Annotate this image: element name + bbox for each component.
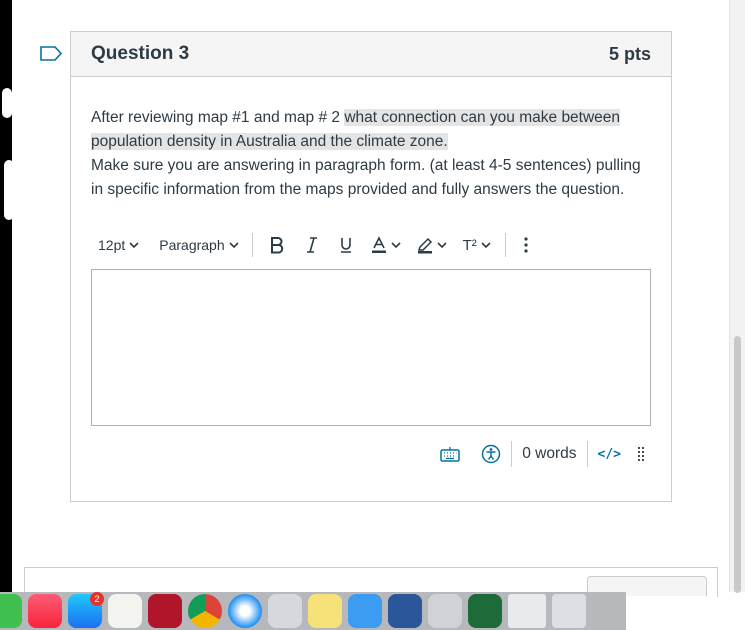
question-prompt	[91, 106, 651, 202]
highlighter-icon	[417, 236, 433, 254]
superscript-label: T²	[462, 236, 477, 254]
underline-button[interactable]	[329, 230, 363, 260]
chevron-down-icon	[391, 240, 401, 250]
html-editor-toggle[interactable]: </>	[597, 446, 621, 462]
photo-booth-app-icon[interactable]	[148, 594, 182, 628]
word-count[interactable]: 0 words	[522, 445, 577, 462]
text-color-icon	[371, 236, 387, 254]
bold-icon	[269, 236, 285, 254]
grapher-app-icon[interactable]	[468, 594, 502, 628]
underline-icon	[339, 236, 353, 254]
editor-status-bar	[91, 437, 651, 471]
text-color-button[interactable]	[363, 230, 409, 260]
chevron-down-icon	[129, 240, 139, 250]
prompt-highlighted-text: what connection can you make between population density in Australia and the climate zone.	[91, 109, 621, 150]
music-app-icon[interactable]	[28, 594, 62, 628]
editor-toolbar	[91, 230, 651, 260]
resize-handle[interactable]	[631, 439, 651, 469]
desktop-left-edge	[0, 0, 12, 630]
chrome-app-icon[interactable]	[188, 594, 222, 628]
messages-app-icon[interactable]	[0, 594, 22, 628]
question-title: Question 3	[91, 43, 190, 64]
document-viewer-app-icon[interactable]	[428, 594, 462, 628]
preview-app-icon[interactable]	[268, 594, 302, 628]
word-app-icon[interactable]	[388, 594, 422, 628]
xcode-app-icon[interactable]	[348, 594, 382, 628]
stickies-app-icon[interactable]	[308, 594, 342, 628]
browser-window-thumbnail-icon[interactable]	[508, 594, 546, 628]
keyboard-shortcuts-button[interactable]	[429, 439, 471, 469]
answer-editor[interactable]	[91, 269, 651, 426]
chevron-down-icon	[437, 240, 447, 250]
safari-app-icon[interactable]	[228, 594, 262, 628]
bookmark-flag-icon[interactable]	[40, 46, 62, 61]
notification-badge: 2	[90, 592, 104, 606]
prompt-text: After reviewing map #1 and map # 2	[91, 109, 345, 126]
question-points: 5 pts	[608, 43, 651, 64]
notes-app-icon[interactable]	[108, 594, 142, 628]
accessibility-icon	[481, 444, 501, 464]
accessibility-checker-button[interactable]	[471, 439, 511, 469]
bold-button[interactable]	[259, 230, 295, 260]
more-options-button[interactable]	[512, 230, 540, 260]
macos-dock	[0, 592, 626, 630]
vertical-ellipsis-icon	[524, 237, 528, 253]
italic-button[interactable]	[295, 230, 329, 260]
scrollbar-thumb[interactable]	[734, 336, 741, 593]
trash-icon[interactable]	[552, 594, 586, 628]
keyboard-icon	[439, 445, 461, 463]
highlight-color-button[interactable]	[409, 230, 455, 260]
chevron-down-icon	[481, 240, 491, 250]
chevron-down-icon	[229, 240, 239, 250]
question-card	[70, 31, 672, 502]
prompt-instructions: Make sure you are answering in paragraph form. (at least 4-5 sentences) pulling in specific information from the maps provided and fully answers the question.	[91, 157, 641, 198]
question-header	[71, 32, 671, 77]
font-size-value: 12pt	[98, 237, 126, 253]
block-format-value: Paragraph	[159, 237, 225, 253]
toolbar-divider	[505, 233, 506, 257]
app-store-icon[interactable]	[68, 594, 102, 628]
italic-icon	[305, 236, 319, 254]
block-format-dropdown[interactable]	[152, 230, 245, 260]
font-size-dropdown[interactable]	[91, 230, 146, 260]
toolbar-divider	[252, 233, 253, 257]
drag-handle-icon	[637, 446, 645, 462]
superscript-button[interactable]	[455, 230, 499, 260]
